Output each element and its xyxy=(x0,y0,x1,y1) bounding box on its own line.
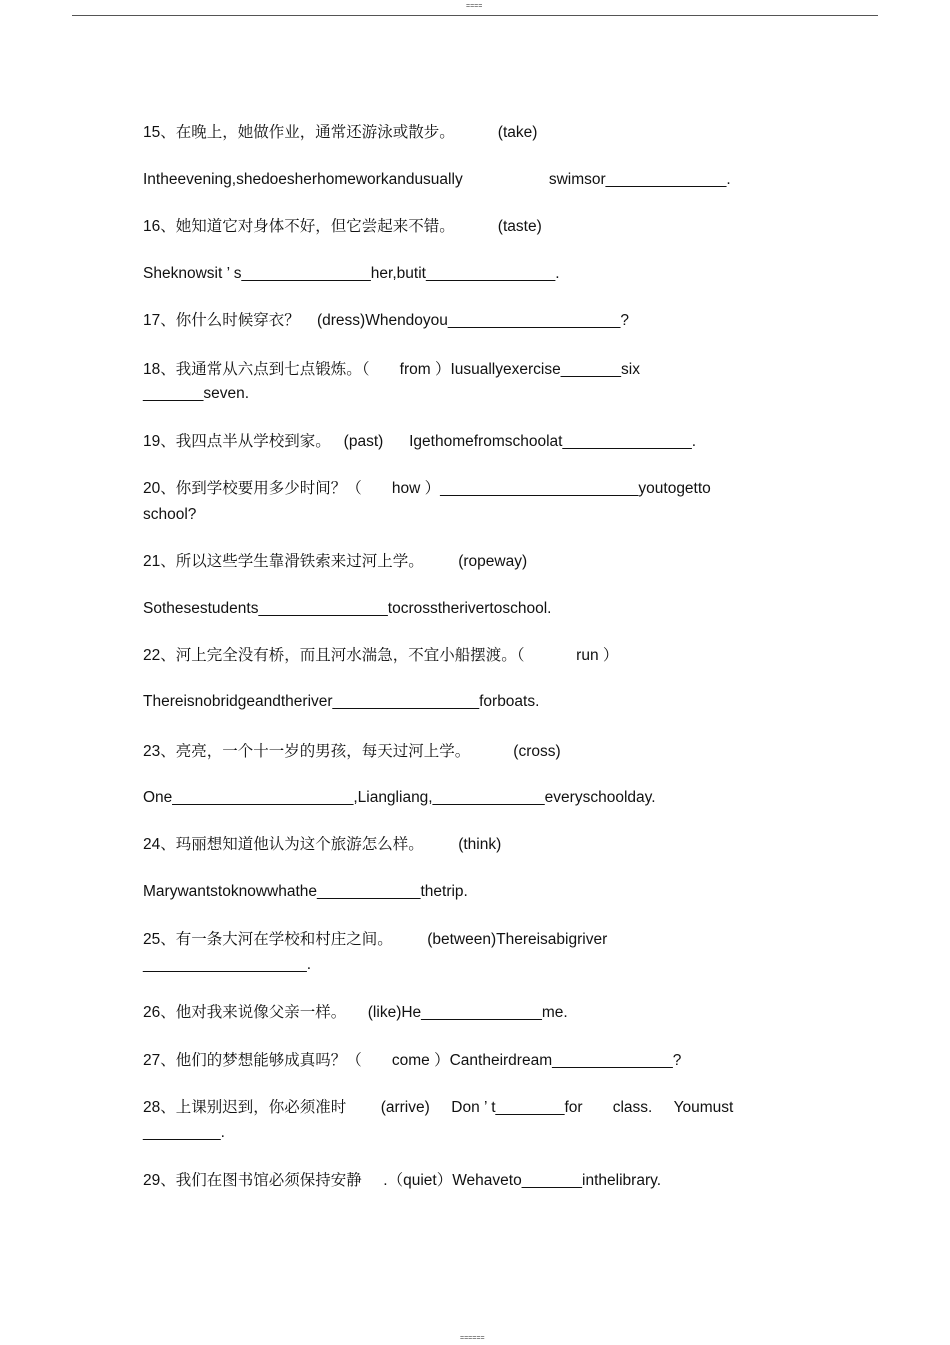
exercise-21-chinese: 21、所以这些学生靠滑铁索来过河上学。 (ropeway) xyxy=(143,553,528,570)
exercise-16-chinese: 16、她知道它对身体不好，但它尝起来不错。 (taste) xyxy=(143,218,542,235)
footer-mark: ====== xyxy=(460,1335,485,1342)
header-rule xyxy=(72,15,878,16)
exercise-23-english: One_____________________,Liangliang,_____________everyschoolday. xyxy=(143,789,656,806)
exercise-24-chinese: 24、玛丽想知道他认为这个旅游怎么样。 (think) xyxy=(143,836,502,853)
exercise-22-english: Thereisnobridgeandtheriver_________________forboats. xyxy=(143,693,540,710)
exercise-29: 29、我们在图书馆必须保持安静 .（quiet）Wehaveto_______inthelibrary. xyxy=(143,1172,662,1189)
exercise-15-english: Intheevening,shedoesherhomeworkandusually swimsor______________. xyxy=(143,171,731,188)
exercise-28-line-1: 28、上课别迟到，你必须准时 (arrive) Don ’ t________for class. Youmust xyxy=(143,1099,734,1116)
exercise-27: 27、他们的梦想能够成真吗？（ come ）Cantheirdream______________? xyxy=(143,1052,682,1069)
exercise-20-line-1: 20、你到学校要用多少时间？（ how ）_______________________youtogetto xyxy=(143,480,711,497)
exercise-15-chinese: 15、在晚上，她做作业，通常还游泳或散步。 (take) xyxy=(143,124,538,141)
exercise-16-english: Sheknowsit ’ s_______________her,butit_______________. xyxy=(143,265,560,282)
exercise-20-line-2: school? xyxy=(143,506,197,523)
exercise-23-chinese: 23、亮亮，一个十一岁的男孩，每天过河上学。 (cross) xyxy=(143,743,561,760)
exercise-18-line-2: _______seven. xyxy=(143,385,250,402)
exercise-18-line-1: 18、我通常从六点到七点锻炼。（ from ）Iusuallyexercise_______six xyxy=(143,361,641,378)
exercise-25-line-1: 25、有一条大河在学校和村庄之间。 (between)Thereisabigriver xyxy=(143,931,608,948)
exercise-22-chinese: 22、河上完全没有桥，而且河水湍急，不宜小船摆渡。（ run ） xyxy=(143,647,619,664)
exercise-24-english: Marywantstoknowwhathe____________thetrip. xyxy=(143,883,468,900)
header-mark: ==== xyxy=(466,3,483,10)
exercise-19: 19、我四点半从学校到家。 (past) Igethomefromschoolat_______________. xyxy=(143,433,697,450)
exercise-17: 17、你什么时候穿衣？ (dress)Whendoyou____________________? xyxy=(143,312,629,329)
exercise-28-line-2: _________. xyxy=(143,1124,225,1141)
exercise-26: 26、他对我来说像父亲一样。 (like)He______________me. xyxy=(143,1004,568,1021)
exercise-25-line-2: ___________________. xyxy=(143,956,312,973)
exercise-21-english: Sothesestudents_______________tocrosstherivertoschool. xyxy=(143,600,552,617)
